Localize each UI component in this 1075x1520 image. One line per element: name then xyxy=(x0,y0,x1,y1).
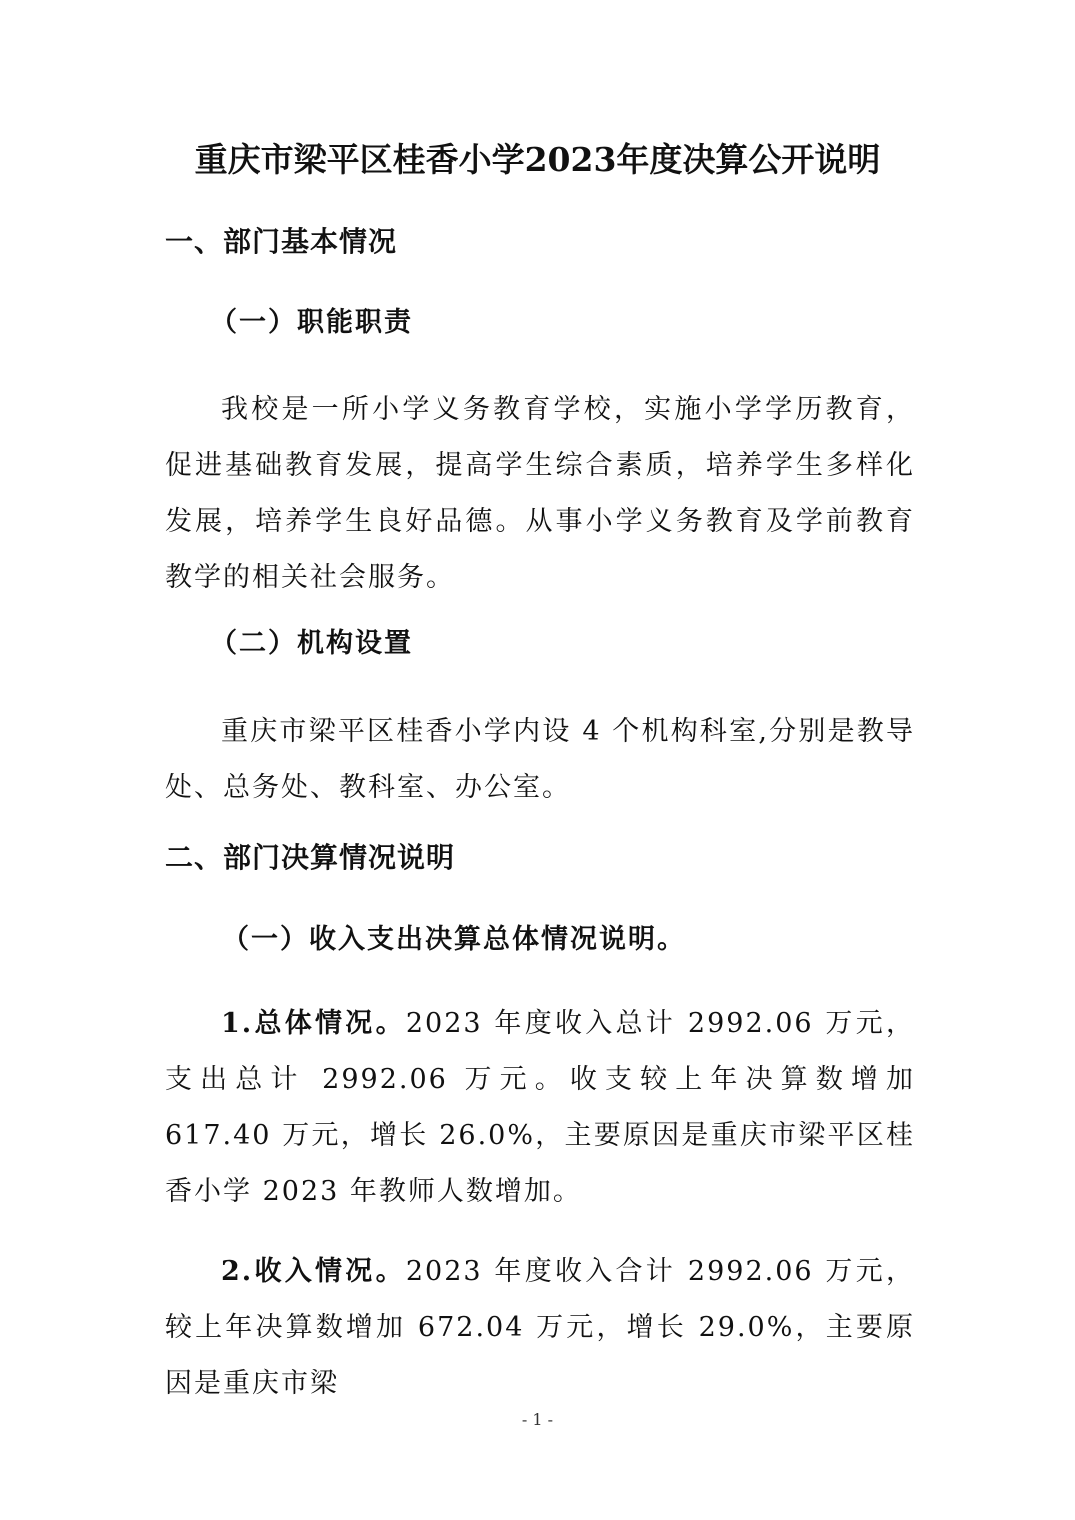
item-text-overall: 2023 年度收入总计 2992.06 万元，支出总计 2992.06 万元。收支较上年决算数增加 617.40 万元，增长 26.0%，主要原因是重庆市梁平区桂香小学 2023 年教师人数增加。 xyxy=(165,1008,915,1207)
document-title: 重庆市梁平区桂香小学2023年度决算公开说明 xyxy=(194,140,881,179)
paragraph-organization: 重庆市梁平区桂香小学内设 4 个机构科室,分别是教导处、总务处、教科室、办公室。 xyxy=(165,716,915,803)
paragraph-overall xyxy=(165,996,915,1220)
subsection-heading-duties: （一）职能职责 xyxy=(210,307,413,338)
item-lead-income: 2.收入情况。 xyxy=(221,1256,406,1287)
subsection-heading-organization: （二）机构设置 xyxy=(210,628,413,659)
subsection-heading-overall: （一）收入支出决算总体情况说明。 xyxy=(222,924,686,955)
section-heading-basic-info: 一、部门基本情况 xyxy=(165,225,398,258)
paragraph-income xyxy=(165,1244,915,1412)
section-heading-final-accounts: 二、部门决算情况说明 xyxy=(165,841,456,874)
page-number: - 1 - xyxy=(521,1410,554,1429)
item-lead-overall: 1.总体情况。 xyxy=(221,1008,406,1039)
paragraph-duties: 我校是一所小学义务教育学校，实施小学学历教育，促进基础教育发展，提高学生综合素质，培养学生多样化发展，培养学生良好品德。从事小学义务教育及学前教育教学的相关社会服务。 xyxy=(165,394,915,593)
item-text-income: 2023 年度收入合计 2992.06 万元，较上年决算数增加 672.04 万元，增长 29.0%，主要原因是重庆市梁 xyxy=(165,1256,915,1399)
